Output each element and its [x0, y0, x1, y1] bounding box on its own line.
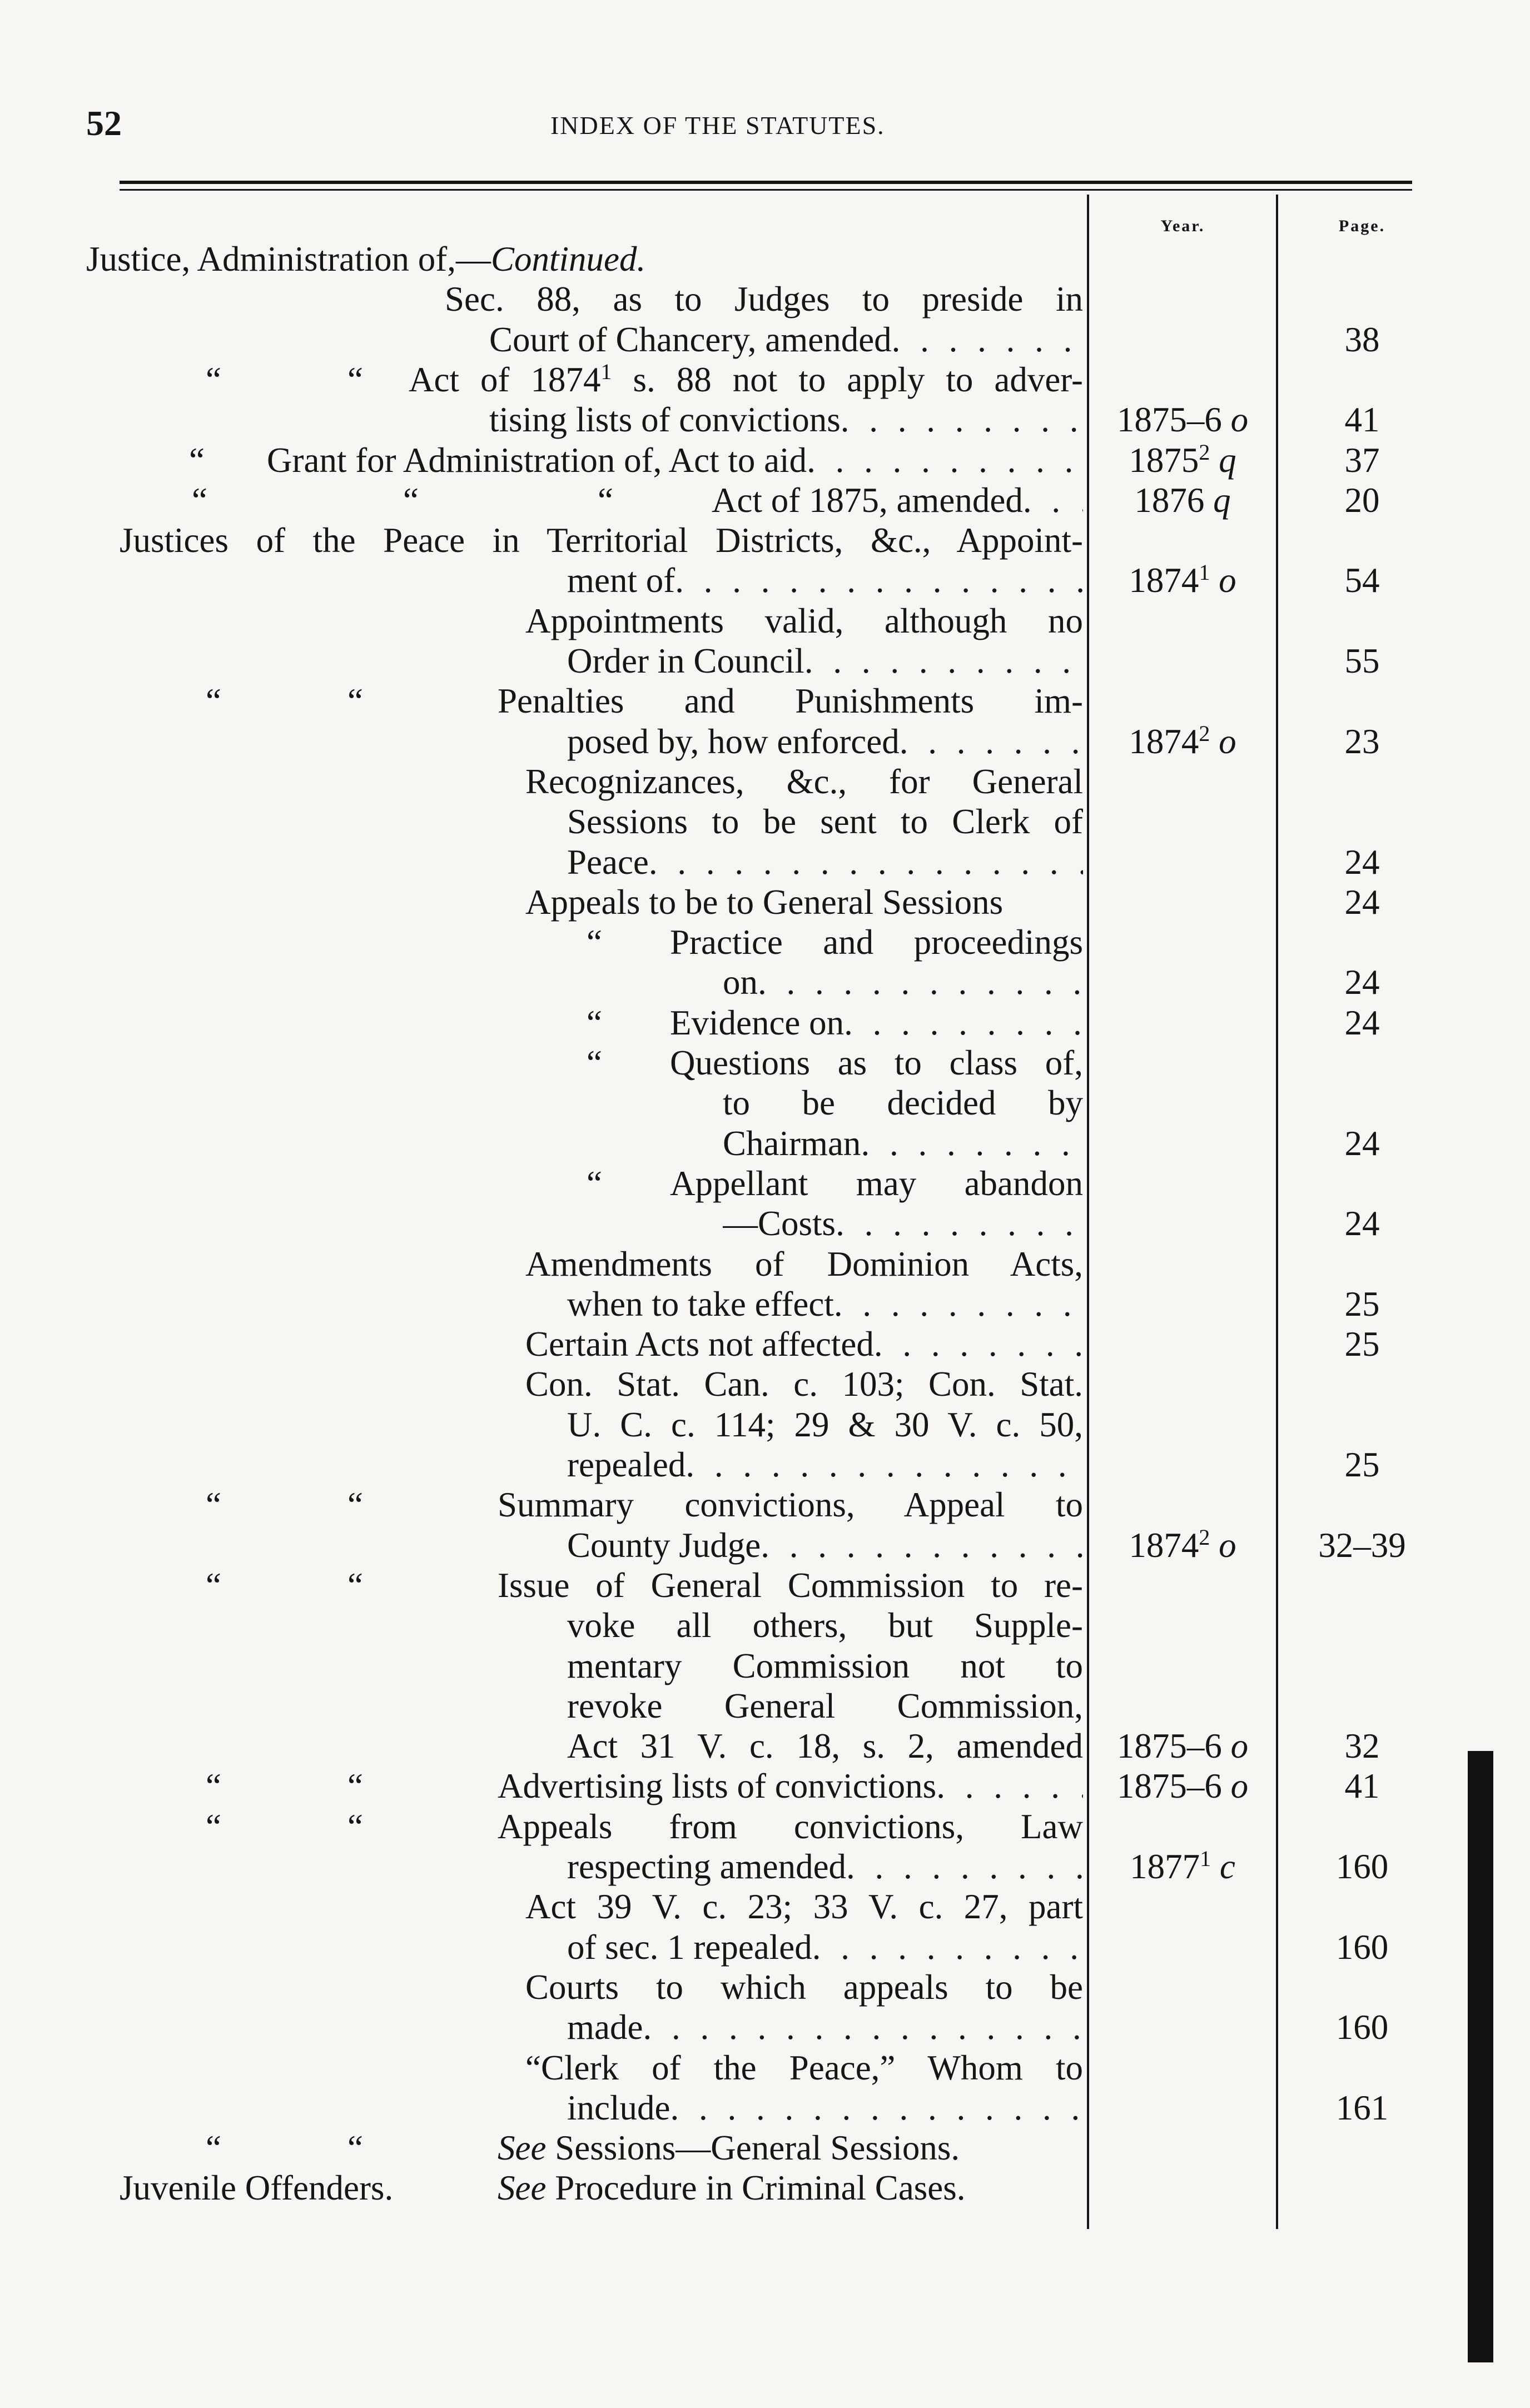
entry-text: Sec. 88, as to Judges to preside in: [445, 280, 1083, 319]
index-entry-row: [0, 239, 1530, 279]
index-entry-row: [0, 360, 1530, 400]
entry-text: Order in Council . . .: [567, 641, 1083, 681]
entry-text: Appeals to be to General Sessions: [525, 882, 1004, 922]
page-value: 160: [1335, 2008, 1389, 2047]
entry-text: on . . .: [723, 962, 1083, 1002]
index-entry-row: [0, 2128, 1530, 2168]
page-value: 38: [1344, 320, 1380, 359]
year-value: 1876 q: [1134, 480, 1231, 520]
page-value: 24: [1344, 1003, 1380, 1042]
index-entry-row: [0, 1364, 1530, 1404]
index-entry-row: [0, 1847, 1530, 1887]
entry-text: See Procedure in Criminal Cases.: [498, 2168, 966, 2208]
entry-text: made . . .: [567, 2007, 1083, 2047]
ditto-mark: “: [189, 440, 205, 480]
ditto-mark: “: [347, 1807, 363, 1846]
entry-text: of sec. 1 repealed . . .: [567, 1927, 1083, 1967]
index-entry-row: [0, 440, 1530, 480]
index-entry-row: [0, 1083, 1530, 1123]
page-value: 24: [1344, 1123, 1380, 1163]
ditto-mark: “: [206, 1767, 221, 1806]
entry-text: Justice, Administration of,—Continued.: [86, 240, 646, 278]
index-entry-row: [0, 962, 1530, 1002]
year-value: 1874$^1$ o: [1129, 560, 1236, 600]
index-entry-row: [0, 722, 1530, 762]
index-entry-row: [0, 1887, 1530, 1927]
entry-text: repealed . . .: [567, 1445, 1083, 1485]
entry-text: Issue of General Commission to re-: [498, 1565, 1083, 1605]
entry-text: Grant for Administration of, Act to aid . . .: [267, 440, 1083, 480]
page-value: 160: [1335, 1847, 1389, 1886]
entry-text: ment of . . .: [567, 560, 1083, 600]
entry-text: Act 39 V. c. 23; 33 V. c. 27, part: [525, 1887, 1083, 1927]
index-entry-row: [0, 560, 1530, 600]
index-entry-row: [0, 882, 1530, 922]
index-entry-row: [0, 2088, 1530, 2128]
entry-heading: Juvenile Offenders.: [120, 2168, 394, 2208]
entry-text: Act of 1874$^1$ s. 88 not to apply to adver-: [409, 359, 1083, 399]
index-entry-row: [0, 762, 1530, 802]
ditto-mark: “: [403, 480, 419, 520]
index-entry-row: [0, 2168, 1530, 2208]
ditto-mark: “: [598, 480, 613, 520]
entry-text: Penalties and Punishments im-: [498, 681, 1083, 721]
index-entry-row: [0, 520, 1530, 560]
index-entry-row: [0, 802, 1530, 842]
entry-text: Court of Chancery, amended . . .: [489, 320, 1083, 360]
year-value: 1875–6 o: [1116, 400, 1249, 440]
index-entry-row: [0, 1163, 1530, 1203]
index-entry-row: [0, 1123, 1530, 1163]
entry-text: Evidence on . . .: [670, 1003, 1083, 1043]
ditto-mark: “: [206, 681, 221, 721]
index-entry-row: [0, 320, 1530, 360]
entry-text: Summary convictions, Appeal to: [498, 1485, 1083, 1525]
index-entry-row: [0, 1927, 1530, 1967]
entry-text: Appointments valid, although no: [525, 601, 1083, 640]
year-value: 1877$^1$ c: [1130, 1846, 1235, 1886]
entry-text: tising lists of convictions . . .: [489, 400, 1083, 440]
index-entry-row: [0, 2048, 1530, 2088]
year-value: 1875–6 o: [1116, 1727, 1249, 1766]
year-value: 1874$^2$ o: [1129, 1524, 1236, 1565]
entry-text: posed by, how enforced . . .: [567, 722, 1083, 762]
index-entry-row: [0, 842, 1530, 882]
ditto-mark: “: [206, 1485, 221, 1525]
index-entry-row: [0, 1565, 1530, 1605]
ditto-mark: “: [347, 1767, 363, 1806]
index-entry-row: [0, 2007, 1530, 2047]
ditto-mark: “: [347, 1485, 363, 1525]
index-entry-row: [0, 279, 1530, 319]
index-entry-row: [0, 1485, 1530, 1525]
entry-text: County Judge . . .: [567, 1525, 1083, 1565]
ditto-mark: “: [587, 1003, 602, 1042]
page-value: 161: [1335, 2088, 1389, 2127]
index-entry-row: [0, 1686, 1530, 1726]
page-number: 52: [86, 103, 122, 143]
page-value: 24: [1344, 963, 1380, 1002]
ditto-mark: “: [347, 681, 363, 721]
index-entry-row: [0, 400, 1530, 440]
page-value: 20: [1344, 480, 1380, 520]
index-entry-row: [0, 601, 1530, 641]
index-entry-row: [0, 681, 1530, 721]
year-value: 1874$^2$ o: [1129, 720, 1236, 761]
year-column-header: Year.: [1160, 217, 1205, 235]
year-value: 1875$^2$ q: [1129, 439, 1236, 480]
ditto-mark: “: [587, 1163, 602, 1203]
entry-text: Advertising lists of convictions . . .: [498, 1766, 1083, 1806]
thumb-index-bar: [1468, 1751, 1493, 2362]
page-value: 25: [1344, 1284, 1380, 1324]
entry-text: include . . .: [567, 2088, 1083, 2128]
entry-text: Certain Acts not affected . . .: [525, 1324, 1083, 1364]
index-entry-row: [0, 1043, 1530, 1083]
page-value: 54: [1344, 561, 1380, 600]
entry-text: —Costs . . .: [723, 1203, 1083, 1243]
ditto-mark: “: [347, 360, 363, 399]
entry-text: U. C. c. 114; 29 & 30 V. c. 50,: [567, 1405, 1083, 1444]
entry-text: to be decided by: [723, 1083, 1083, 1123]
entry-text: Justices of the Peace in Territorial Districts, &c., Appoint-: [120, 521, 1083, 560]
entry-text: Appellant may abandon: [670, 1163, 1083, 1203]
header-rule-thin: [120, 189, 1412, 191]
index-entry-row: [0, 480, 1530, 520]
index-entry-row: [0, 1405, 1530, 1445]
page-value: 23: [1344, 722, 1380, 761]
index-entry-row: [0, 1807, 1530, 1847]
ditto-mark: “: [206, 1565, 221, 1605]
index-entry-row: [0, 1967, 1530, 2007]
entry-text: Courts to which appeals to be: [525, 1967, 1083, 2007]
page-value: 24: [1344, 1204, 1380, 1243]
index-entry-row: [0, 1646, 1530, 1686]
entry-text: respecting amended . . .: [567, 1847, 1083, 1887]
year-value: 1875–6 o: [1116, 1767, 1249, 1806]
page-value: 25: [1344, 1445, 1380, 1484]
ditto-mark: “: [206, 1807, 221, 1846]
page-value: 37: [1344, 440, 1380, 480]
page-value: 41: [1344, 1767, 1380, 1806]
ditto-mark: “: [587, 923, 602, 962]
entry-text: mentary Commission not to: [567, 1646, 1083, 1685]
page-value: 24: [1344, 842, 1380, 882]
ditto-mark: “: [192, 480, 207, 520]
running-title: INDEX OF THE STATUTES.: [550, 111, 885, 140]
entry-text: “Clerk of the Peace,” Whom to: [525, 2048, 1083, 2087]
index-entry-row: [0, 1003, 1530, 1043]
page-value: 24: [1344, 882, 1380, 922]
ditto-mark: “: [347, 2128, 363, 2168]
index-entry-row: [0, 1726, 1530, 1766]
entry-text: revoke General Commission,: [567, 1686, 1083, 1725]
header-rule-thick: [120, 181, 1412, 184]
ditto-mark: “: [206, 2128, 221, 2168]
entry-text: Sessions to be sent to Clerk of: [567, 802, 1083, 842]
index-entry-row: [0, 641, 1530, 681]
page-header: [0, 103, 1530, 153]
index-entry-row: [0, 1445, 1530, 1485]
entry-text: when to take effect . . .: [567, 1284, 1083, 1324]
index-entry-row: [0, 1324, 1530, 1364]
entry-text: Amendments of Dominion Acts,: [525, 1244, 1083, 1283]
entry-text: Con. Stat. Can. c. 103; Con. Stat.: [525, 1365, 1083, 1404]
index-entry-row: [0, 1766, 1530, 1806]
page-value: 32–39: [1318, 1525, 1406, 1565]
page-value: 160: [1335, 1927, 1389, 1967]
index-entry-row: [0, 1203, 1530, 1243]
entry-text: Practice and proceedings: [670, 923, 1083, 962]
entry-text: Recognizances, &c., for General: [525, 762, 1083, 801]
page-value: 41: [1344, 400, 1380, 440]
ditto-mark: “: [347, 1565, 363, 1605]
index-entry-row: [0, 1605, 1530, 1645]
entry-text: See Sessions—General Sessions.: [498, 2128, 960, 2168]
ditto-mark: “: [206, 360, 221, 399]
page-value: 32: [1344, 1727, 1380, 1766]
entry-text: Chairman . . .: [723, 1123, 1083, 1163]
entry-text: Questions as to class of,: [670, 1043, 1083, 1082]
entry-text: Peace . . .: [567, 842, 1083, 882]
ditto-mark: “: [587, 1043, 602, 1082]
index-entry-row: [0, 1284, 1530, 1324]
entry-text: Act of 1875, amended . . .: [712, 480, 1083, 520]
entry-text: Act 31 V. c. 18, s. 2, amended: [567, 1727, 1083, 1766]
index-entry-row: [0, 1525, 1530, 1565]
index-entry-row: [0, 1244, 1530, 1284]
entry-text: Appeals from convictions, Law: [498, 1807, 1083, 1846]
entry-text: voke all others, but Supple-: [567, 1606, 1083, 1645]
page-value: 55: [1344, 641, 1380, 680]
page-column-header: Page.: [1338, 217, 1386, 235]
index-entry-row: [0, 922, 1530, 962]
page-value: 25: [1344, 1325, 1380, 1364]
